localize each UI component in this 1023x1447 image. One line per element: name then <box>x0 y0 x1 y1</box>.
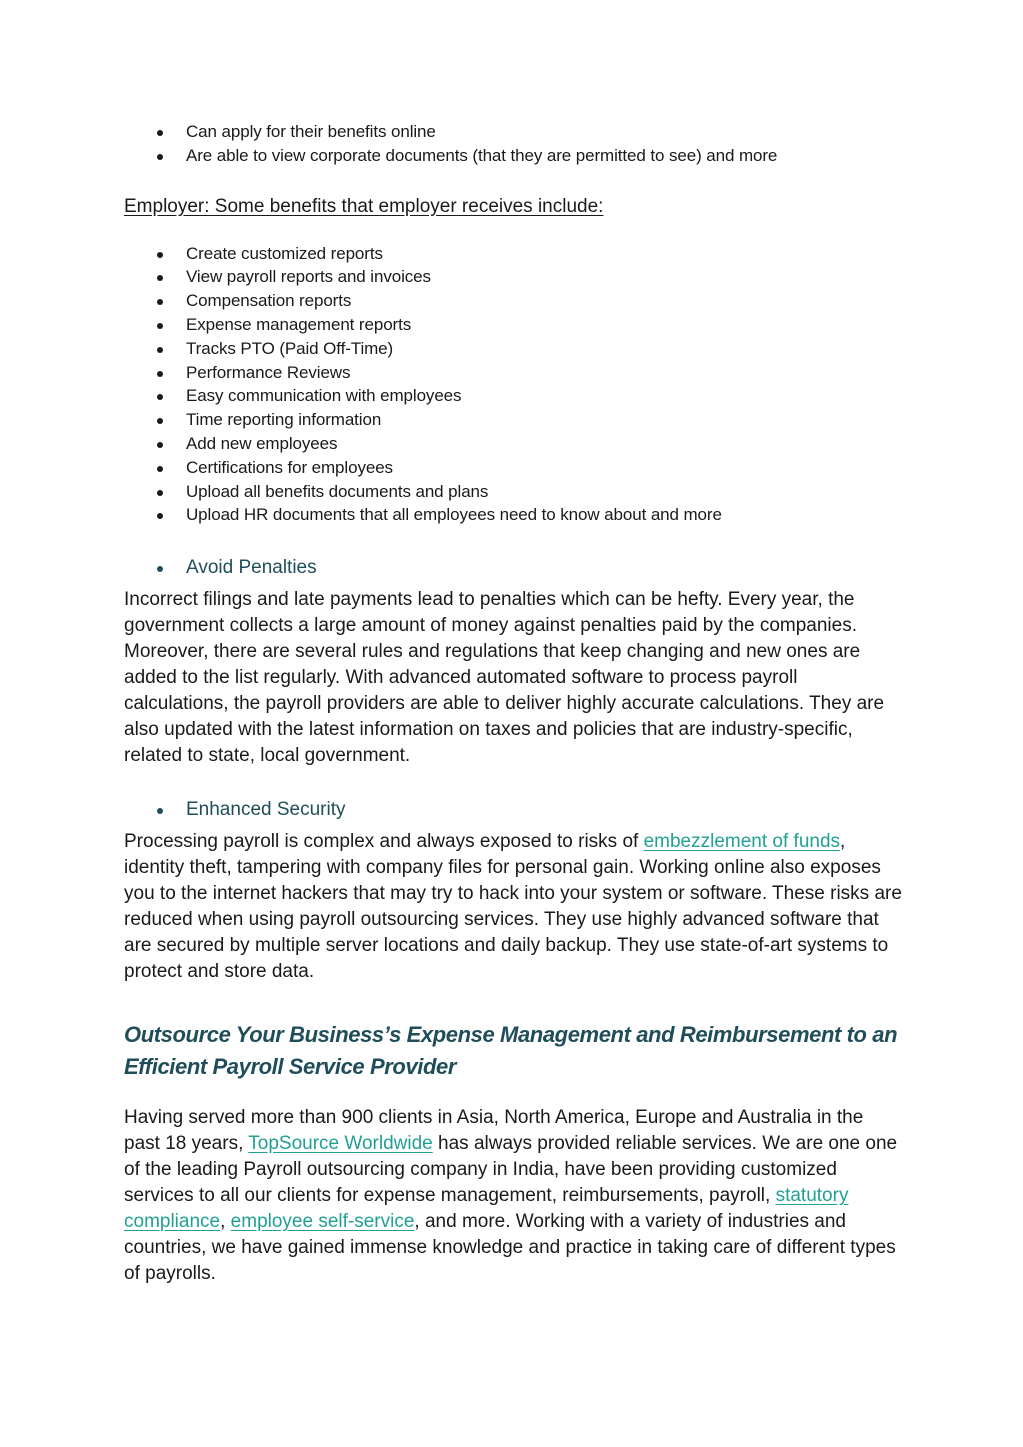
list-item: Time reporting information <box>124 408 904 432</box>
outsource-text-2: has always provided reliable services. We are one one of the leading Payroll outsourcing company in India, have been providing customized services to all our clients for expense management, reimbursements, payroll, <box>124 1133 898 1207</box>
enhanced-security-heading: Enhanced Security <box>124 797 904 823</box>
outsource-text-4: , and more. Working with a variety of industries and countries, we have gained immense knowledge and practice in taking care of different types of payrolls. <box>124 1211 896 1285</box>
list-item: Can apply for their benefits online <box>124 120 904 144</box>
list-item: Compensation reports <box>124 289 904 313</box>
employer-benefits-list <box>124 242 904 528</box>
list-item: Tracks PTO (Paid Off-Time) <box>124 337 904 361</box>
statutory-compliance-link[interactable]: statutory compliance <box>124 1185 849 1233</box>
list-item: Add new employees <box>124 432 904 456</box>
list-item: Upload HR documents that all employees need to know about and more <box>124 503 904 527</box>
outsource-text-3: , <box>220 1211 231 1233</box>
outsource-section-title: Outsource Your Business’s Expense Management and Reimbursement to an Efficient Payroll Service Provider <box>124 1022 898 1080</box>
outsource-text-1: Having served more than 900 clients in Asia, North America, Europe and Australia in the past 18 years, <box>124 1107 864 1155</box>
enhanced-security-paragraph <box>124 829 904 985</box>
avoid-penalties-paragraph: Incorrect filings and late payments lead to penalties which can be hefty. Every year, the government collects a large amount of money against penalties paid by the companies. Moreover, there are several rules and regulations that keep changing and new ones are added to the list regularly. With advanced automated software to process payroll calculations, the payroll providers are able to deliver highly accurate calculations. They are also updated with the latest information on taxes and policies that are industry-specific, related to state, local government. <box>124 589 885 767</box>
employee-benefits-list <box>124 120 904 168</box>
list-item: Upload all benefits documents and plans <box>124 480 904 504</box>
embezzlement-link[interactable]: embezzlement of funds <box>643 831 841 853</box>
employer-benefits-heading: Employer: Some benefits that employer receives include: <box>124 195 604 217</box>
avoid-penalties-heading: Avoid Penalties <box>124 555 904 581</box>
list-item: Expense management reports <box>124 313 904 337</box>
list-item: View payroll reports and invoices <box>124 265 904 289</box>
list-item: Easy communication with employees <box>124 384 904 408</box>
employee-self-service-link[interactable]: employee self-service <box>230 1211 415 1233</box>
list-item: Create customized reports <box>124 242 904 266</box>
security-text-after-link: , identity theft, tampering with company files for personal gain. Working online also exposes you to the internet hackers that may try to hack into your system or software. These risks are reduced when using payroll outsourcing services. They use highly advanced software that are secured by multiple server locations and daily backup. They use state-of-art systems to protect and store data. <box>124 831 902 983</box>
list-item: Are able to view corporate documents (that they are permitted to see) and more <box>124 144 904 168</box>
topsource-worldwide-link[interactable]: TopSource Worldwide <box>248 1133 433 1155</box>
outsource-paragraph <box>124 1105 904 1287</box>
document-page <box>124 120 904 1287</box>
list-item: Certifications for employees <box>124 456 904 480</box>
list-item: Performance Reviews <box>124 361 904 385</box>
security-text-before-link: Processing payroll is complex and always exposed to risks of <box>124 831 644 853</box>
